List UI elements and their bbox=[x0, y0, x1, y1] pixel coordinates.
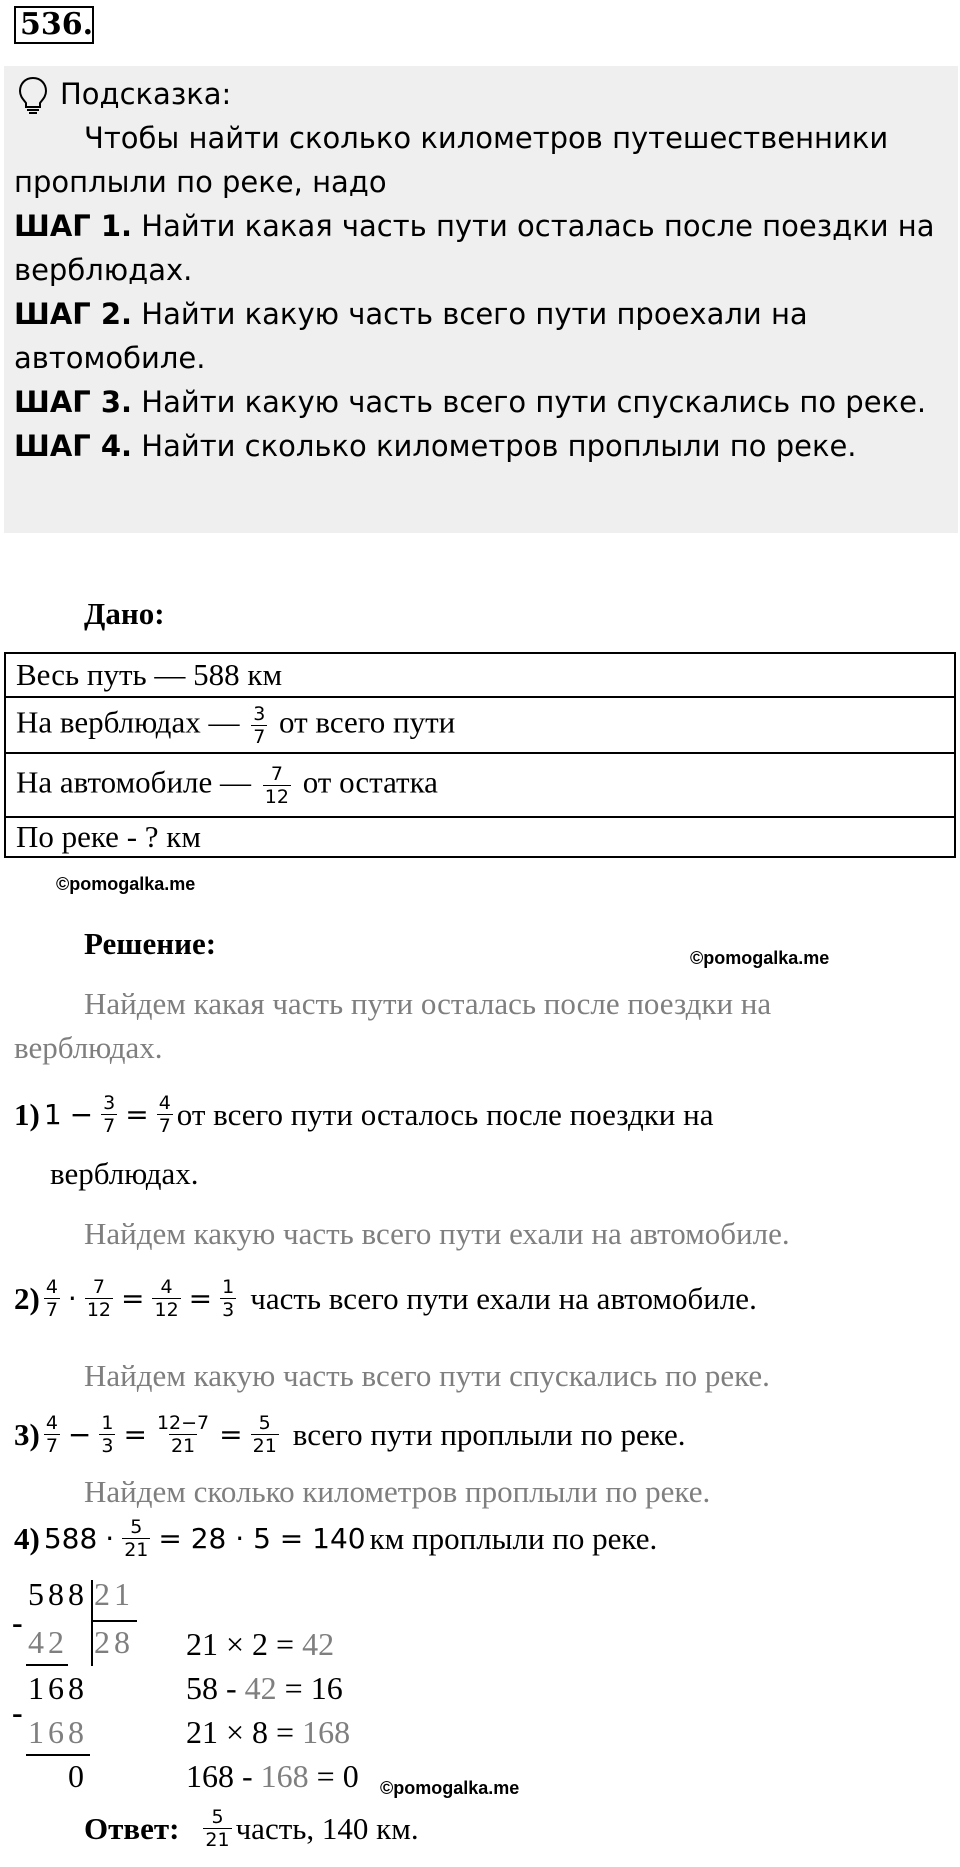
watermark: ©pomogalka.me bbox=[56, 874, 196, 894]
number: 1 bbox=[43, 1098, 62, 1131]
step-label: ШАГ 4. bbox=[14, 429, 133, 463]
division-bar bbox=[91, 1580, 93, 1666]
step-3 bbox=[14, 1412, 686, 1457]
solution-hint-3: Найдем какую часть всего пути спускались по реке. bbox=[84, 1358, 770, 1393]
step-4 bbox=[14, 1516, 657, 1561]
problem-number: 536. bbox=[14, 6, 94, 44]
given-cell: Весь путь — 588 км bbox=[5, 653, 955, 697]
subtrahend-1: 42 bbox=[28, 1624, 68, 1660]
division-line bbox=[26, 1664, 68, 1666]
final-remainder: 0 bbox=[68, 1758, 84, 1794]
step-label: ШАГ 1. bbox=[14, 209, 133, 243]
given-suffix: от всего пути bbox=[279, 704, 456, 740]
hint-step-3 bbox=[14, 380, 944, 424]
fraction: $\frac{4}{7}$ bbox=[45, 1412, 58, 1457]
step-label: ШАГ 3. bbox=[14, 385, 133, 419]
hint-title: Подсказка: bbox=[60, 77, 232, 111]
step-text: от всего пути осталось после поездки на bbox=[176, 1096, 714, 1132]
fraction: $\frac{1}{3}$ bbox=[222, 1276, 235, 1321]
hint-intro: Чтобы найти сколько километров путешественники проплыли по реке, надо bbox=[14, 121, 889, 199]
operator: · bbox=[105, 1522, 115, 1555]
answer-text: часть, 140 км. bbox=[235, 1810, 419, 1846]
given-suffix: от остатка bbox=[302, 764, 438, 800]
given-row bbox=[5, 653, 955, 697]
operator: = bbox=[125, 1098, 149, 1131]
step-label: 1) bbox=[14, 1096, 40, 1132]
given-cell: По реке - ? км bbox=[5, 817, 955, 857]
step-text: Найти сколько километров проплыли по реке. bbox=[141, 429, 857, 463]
given-cell bbox=[5, 697, 955, 753]
calc-4: 168 - 168 = 0 bbox=[186, 1758, 359, 1794]
given-label: На автомобиле — bbox=[16, 764, 252, 800]
fraction: $\frac{3}{7}$ bbox=[253, 702, 266, 748]
operator: = bbox=[121, 1282, 145, 1315]
solution-hint-1: Найдем какая часть пути осталась после поездки на bbox=[84, 986, 772, 1021]
divisor: 21 bbox=[94, 1576, 134, 1612]
given-label: На верблюдах — bbox=[16, 704, 240, 740]
fraction: $\frac{5}{21}$ bbox=[205, 1806, 230, 1851]
dividend: 588 bbox=[28, 1576, 88, 1612]
step-label: ШАГ 2. bbox=[14, 297, 133, 331]
fraction: $\frac{5}{21}$ bbox=[124, 1516, 149, 1561]
fraction: $\frac{7}{12}$ bbox=[86, 1276, 112, 1321]
minus-sign: - bbox=[12, 1694, 23, 1730]
given-row bbox=[5, 697, 955, 753]
given-cell bbox=[5, 753, 955, 817]
operator: · bbox=[67, 1282, 77, 1315]
operator: − bbox=[67, 1418, 92, 1451]
step-text: км проплыли по реке. bbox=[369, 1520, 658, 1556]
fraction: $\frac{5}{21}$ bbox=[252, 1412, 277, 1457]
step-label: 3) bbox=[14, 1416, 40, 1452]
fraction: $\frac{7}{12}$ bbox=[264, 762, 289, 808]
fraction: $\frac{3}{7}$ bbox=[103, 1092, 116, 1137]
step-text: Найти какую часть всего пути спускались по реке. bbox=[141, 385, 927, 419]
subtrahend-2: 168 bbox=[28, 1714, 88, 1750]
minus-sign: - bbox=[12, 1604, 23, 1640]
quotient: 28 bbox=[94, 1624, 134, 1660]
fraction: $\frac{1}{3}$ bbox=[101, 1412, 114, 1457]
lightbulb-icon bbox=[18, 76, 48, 114]
step-text: Найти какая часть пути осталась после поездки на верблюдах. bbox=[14, 209, 935, 287]
remainder-1: 168 bbox=[28, 1670, 88, 1706]
operator: − bbox=[69, 1098, 94, 1131]
calculation: = 28 · 5 = 140 bbox=[158, 1522, 366, 1555]
hint-step-4 bbox=[14, 424, 944, 468]
watermark: ©pomogalka.me bbox=[380, 1778, 520, 1798]
operator: = bbox=[123, 1418, 147, 1451]
fraction: $\frac{12-7}{21}$ bbox=[156, 1412, 210, 1457]
watermark: ©pomogalka.me bbox=[690, 948, 830, 968]
answer-label: Ответ: bbox=[84, 1810, 180, 1846]
answer bbox=[84, 1806, 419, 1851]
solution-hint-2: Найдем какую часть всего пути ехали на автомобиле. bbox=[84, 1216, 790, 1251]
hint-body bbox=[14, 116, 944, 468]
operator: = bbox=[188, 1282, 213, 1315]
step-text: всего пути проплыли по реке. bbox=[292, 1416, 686, 1452]
solution-hint-1b: верблюдах. bbox=[14, 1030, 163, 1065]
fraction: $\frac{4}{12}$ bbox=[154, 1276, 179, 1321]
given-table bbox=[4, 652, 956, 858]
number: 588 bbox=[43, 1522, 98, 1555]
fraction: $\frac{4}{7}$ bbox=[45, 1276, 58, 1321]
step-text: Найти какую часть всего пути проехали на автомобиле. bbox=[14, 297, 808, 375]
solution-hint-4: Найдем сколько километров проплыли по реке. bbox=[84, 1474, 711, 1509]
step-label: 4) bbox=[14, 1520, 40, 1556]
operator: = bbox=[219, 1418, 243, 1451]
hint-step-2 bbox=[14, 292, 944, 380]
given-row bbox=[5, 817, 955, 857]
given-title: Дано: bbox=[84, 596, 165, 631]
division-line bbox=[26, 1754, 90, 1756]
calc-1: 21 × 2 = 42 bbox=[186, 1626, 335, 1662]
step-2 bbox=[14, 1276, 757, 1321]
division-bar bbox=[93, 1620, 137, 1622]
solution-title: Решение: bbox=[84, 926, 217, 961]
step-text: часть всего пути ехали на автомобиле. bbox=[250, 1280, 757, 1316]
step-1 bbox=[14, 1092, 713, 1137]
hint-box bbox=[4, 66, 958, 533]
calc-3: 21 × 8 = 168 bbox=[186, 1714, 351, 1750]
fraction: $\frac{4}{7}$ bbox=[158, 1092, 171, 1137]
step-label: 2) bbox=[14, 1280, 40, 1316]
hint-step-1 bbox=[14, 204, 944, 292]
step-1-text-cont: верблюдах. bbox=[50, 1156, 199, 1191]
given-row bbox=[5, 753, 955, 817]
calc-2: 58 - 42 = 16 bbox=[186, 1670, 343, 1706]
